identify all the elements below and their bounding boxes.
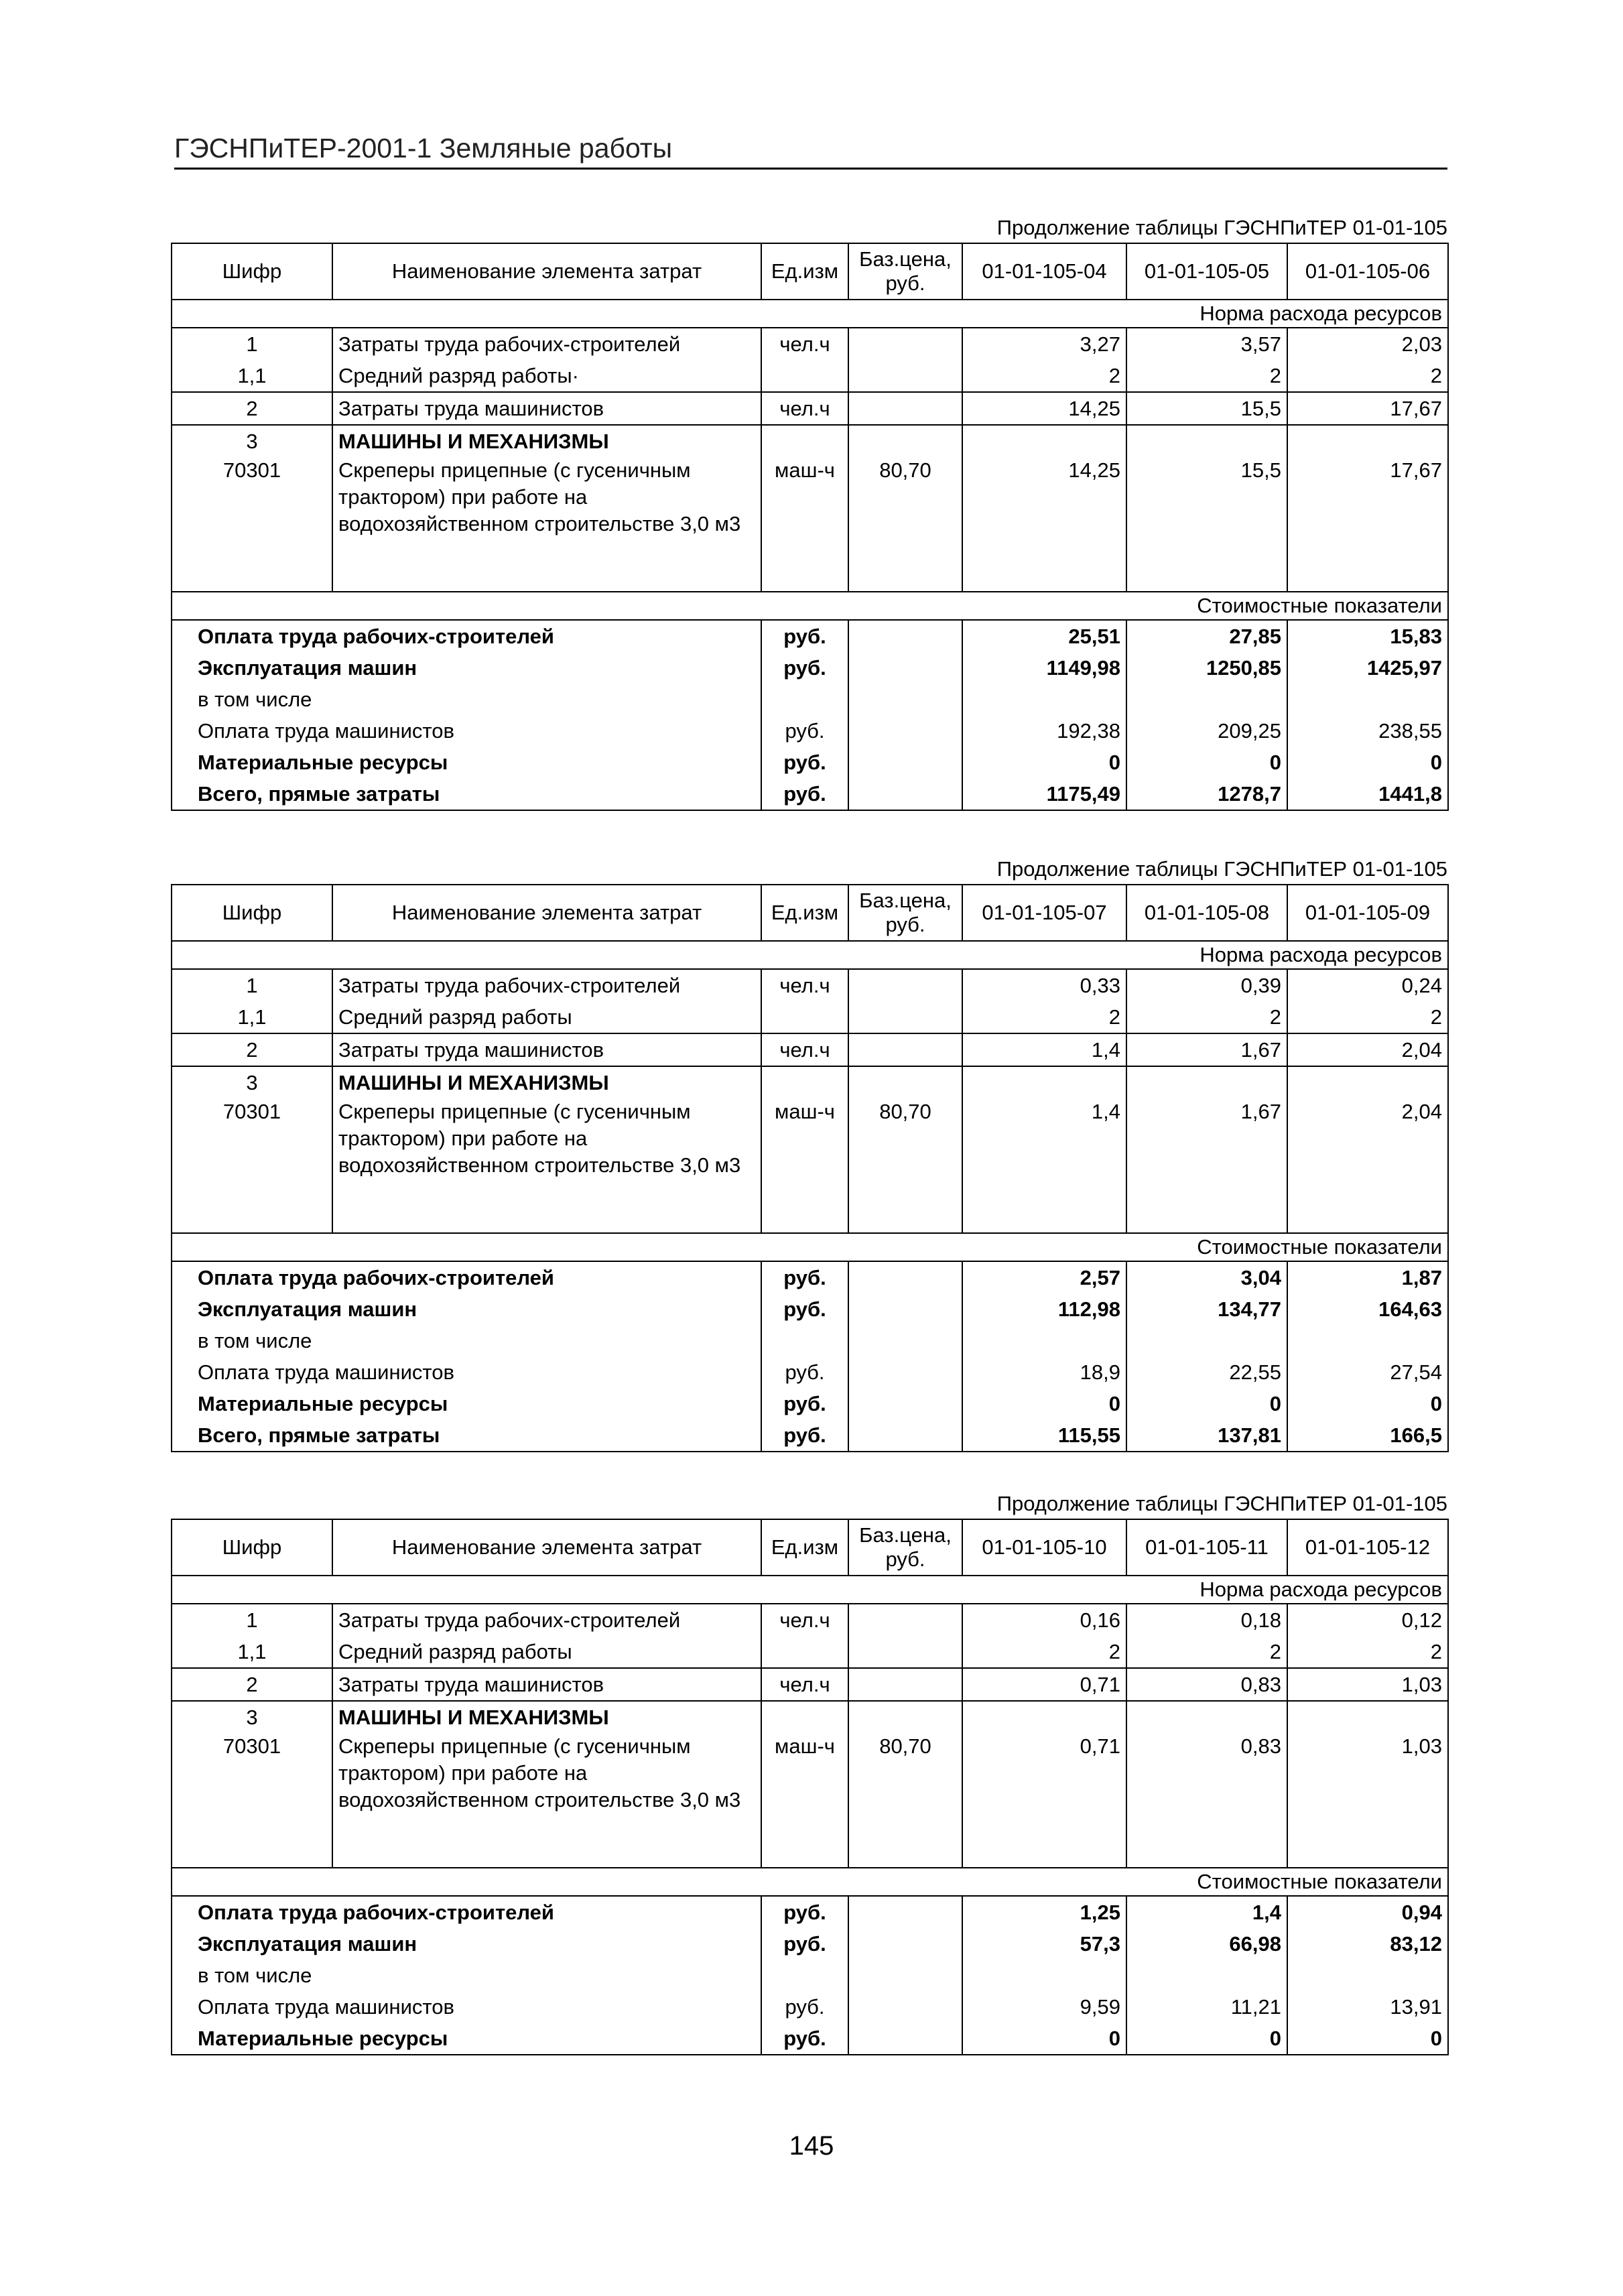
row-price <box>848 360 962 392</box>
row-price <box>848 1033 962 1066</box>
table-block-2 <box>171 854 1447 1452</box>
cost-value: 0 <box>1287 747 1448 778</box>
row-code: 3 <box>172 1701 332 1733</box>
cost-unit: руб. <box>761 2023 848 2055</box>
cost-value <box>1126 684 1287 715</box>
cost-price <box>848 1325 962 1356</box>
cost-price <box>848 1293 962 1325</box>
continuation-caption: Продолжение таблицы ГЭСНПиТЕР 01-01-105 <box>996 857 1447 881</box>
row-name: Затраты труда рабочих-строителей <box>332 328 761 360</box>
column-header-code: Шифр <box>172 1519 332 1576</box>
section-row <box>172 592 1448 620</box>
cost-row <box>172 1325 1448 1356</box>
cost-name: Материальные ресурсы <box>198 751 448 774</box>
row-unit <box>761 360 848 392</box>
cost-price <box>848 1896 962 1928</box>
cost-value <box>962 1960 1126 1991</box>
column-header-rate-code: 01-01-105-09 <box>1287 885 1448 941</box>
header-row <box>172 1519 1448 1576</box>
cost-value <box>1287 1960 1448 1991</box>
cost-value: 9,59 <box>962 1991 1126 2023</box>
cost-row <box>172 1991 1448 2023</box>
cost-value: 1425,97 <box>1287 652 1448 684</box>
cost-name: Оплата труда машинистов <box>198 1360 454 1384</box>
cost-value: 166,5 <box>1287 1419 1448 1452</box>
row-code: 70301 <box>222 1734 281 1758</box>
cost-value: 27,85 <box>1126 620 1287 652</box>
cost-row <box>172 778 1448 810</box>
cost-name: Оплата труда машинистов <box>198 1995 454 2019</box>
row-value: 2 <box>1126 1001 1287 1033</box>
cost-unit: руб. <box>761 1293 848 1325</box>
cost-price <box>848 684 962 715</box>
cost-value: 83,12 <box>1287 1928 1448 1960</box>
resource-row <box>172 1604 1448 1636</box>
cost-name: в том числе <box>198 1964 312 1987</box>
row-unit: чел.ч <box>761 328 848 360</box>
section-title-norms: Норма расхода ресурсов <box>172 1576 1448 1604</box>
column-header-name: Наименование элемента затрат <box>332 885 761 941</box>
row-price <box>848 1001 962 1033</box>
column-header-unit: Ед.изм <box>761 1519 848 1576</box>
cost-value: 11,21 <box>1126 1991 1287 2023</box>
section-row <box>172 1576 1448 1604</box>
cost-name: Оплата труда рабочих-строителей <box>198 625 554 648</box>
cost-name: Эксплуатация машин <box>198 656 417 680</box>
cost-value: 1,25 <box>962 1896 1126 1928</box>
row-name: Средний разряд работы <box>332 1001 761 1033</box>
row-price <box>848 1668 962 1701</box>
column-header-name: Наименование элемента затрат <box>332 243 761 300</box>
cost-value: 1441,8 <box>1287 778 1448 810</box>
cost-name: Оплата труда рабочих-строителей <box>198 1901 554 1924</box>
row-price: 80,70 <box>848 1733 962 1868</box>
cost-value: 134,77 <box>1126 1293 1287 1325</box>
row-value <box>1287 1701 1448 1733</box>
row-code: 1,1 <box>237 1640 267 1663</box>
row-value: 2 <box>962 1001 1126 1033</box>
row-unit: чел.ч <box>761 392 848 425</box>
page-header: ГЭСНПиТЕР-2001-1 Земляные работы <box>174 129 1447 170</box>
cost-row <box>172 684 1448 715</box>
row-value <box>1126 425 1287 457</box>
cost-value: 0 <box>1126 747 1287 778</box>
cost-value: 13,91 <box>1287 1991 1448 2023</box>
row-value: 2,04 <box>1287 1098 1448 1233</box>
row-code: 3 <box>172 1066 332 1098</box>
cost-table <box>171 1519 1449 2055</box>
row-name: МАШИНЫ И МЕХАНИЗМЫ <box>332 1701 761 1733</box>
row-code: 3 <box>172 425 332 457</box>
row-unit: чел.ч <box>761 969 848 1001</box>
row-value: 14,25 <box>962 457 1126 592</box>
cost-value: 112,98 <box>962 1293 1126 1325</box>
row-name: Средний разряд работы· <box>332 360 761 392</box>
row-code: 70301 <box>222 1100 281 1123</box>
cost-unit <box>761 1325 848 1356</box>
cost-row <box>172 1388 1448 1419</box>
cost-value: 22,55 <box>1126 1356 1287 1388</box>
cost-row <box>172 715 1448 747</box>
row-value: 2 <box>962 360 1126 392</box>
row-value <box>962 1701 1126 1733</box>
cost-row <box>172 747 1448 778</box>
cost-unit: руб. <box>761 652 848 684</box>
row-name: Затраты труда рабочих-строителей <box>332 1604 761 1636</box>
column-header-unit: Ед.изм <box>761 885 848 941</box>
section-title-costs: Стоимостные показатели <box>172 1868 1448 1896</box>
cost-name: Эксплуатация машин <box>198 1932 417 1956</box>
cost-price <box>848 1960 962 1991</box>
continuation-caption: Продолжение таблицы ГЭСНПиТЕР 01-01-105 <box>996 1492 1447 1515</box>
row-value: 0,83 <box>1126 1733 1287 1868</box>
cost-value: 18,9 <box>962 1356 1126 1388</box>
row-name: Затраты труда машинистов <box>332 1668 761 1701</box>
row-name: Затраты труда машинистов <box>332 392 761 425</box>
cost-value: 192,38 <box>962 715 1126 747</box>
row-price <box>848 969 962 1001</box>
cost-unit: руб. <box>761 715 848 747</box>
cost-value: 0 <box>1287 1388 1448 1419</box>
cost-unit: руб. <box>761 747 848 778</box>
cost-row <box>172 1896 1448 1928</box>
resource-row <box>172 360 1448 392</box>
row-price: 80,70 <box>848 1098 962 1233</box>
row-value: 0,33 <box>962 969 1126 1001</box>
cost-value: 3,04 <box>1126 1261 1287 1293</box>
cost-name: в том числе <box>198 1329 312 1352</box>
row-value: 2,03 <box>1287 328 1448 360</box>
cost-table <box>171 243 1449 811</box>
row-value: 0,18 <box>1126 1604 1287 1636</box>
cost-row <box>172 620 1448 652</box>
cost-value: 0 <box>1126 2023 1287 2055</box>
row-value: 15,5 <box>1126 392 1287 425</box>
row-value: 2 <box>1126 360 1287 392</box>
cost-value: 25,51 <box>962 620 1126 652</box>
column-header-price: Баз.цена, руб. <box>848 885 962 941</box>
cost-name: Оплата труда рабочих-строителей <box>198 1266 554 1289</box>
row-value: 2 <box>1287 360 1448 392</box>
row-code: 1 <box>246 1608 258 1632</box>
cost-value: 209,25 <box>1126 715 1287 747</box>
cost-price <box>848 620 962 652</box>
section-title-costs: Стоимостные показатели <box>172 592 1448 620</box>
cost-value: 0 <box>962 2023 1126 2055</box>
resource-row <box>172 1701 1448 1733</box>
section-row <box>172 1233 1448 1261</box>
cost-row <box>172 1293 1448 1325</box>
resource-row <box>172 1066 1448 1098</box>
row-unit: чел.ч <box>761 1668 848 1701</box>
cost-name: Оплата труда машинистов <box>198 719 454 743</box>
cost-value <box>962 1325 1126 1356</box>
cost-value: 0 <box>962 747 1126 778</box>
cost-unit: руб. <box>761 1991 848 2023</box>
row-price: 80,70 <box>848 457 962 592</box>
table-block-3 <box>171 1489 1447 2055</box>
row-price <box>848 1701 962 1733</box>
cost-value: 0 <box>1287 2023 1448 2055</box>
cost-row <box>172 2023 1448 2055</box>
resource-row <box>172 1001 1448 1033</box>
row-value: 1,03 <box>1287 1668 1448 1701</box>
cost-price <box>848 652 962 684</box>
row-unit <box>761 1066 848 1098</box>
resource-row <box>172 1668 1448 1701</box>
row-value: 17,67 <box>1287 392 1448 425</box>
row-value <box>1287 1066 1448 1098</box>
resource-row <box>172 1098 1448 1233</box>
cost-value: 137,81 <box>1126 1419 1287 1452</box>
cost-value: 0,94 <box>1287 1896 1448 1928</box>
column-header-rate-code: 01-01-105-08 <box>1126 885 1287 941</box>
cost-value: 1175,49 <box>962 778 1126 810</box>
cost-unit: руб. <box>761 1388 848 1419</box>
resource-row <box>172 1733 1448 1868</box>
cost-value: 238,55 <box>1287 715 1448 747</box>
row-value: 0,71 <box>962 1733 1126 1868</box>
row-price <box>848 425 962 457</box>
row-value: 14,25 <box>962 392 1126 425</box>
cost-name: Материальные ресурсы <box>198 1392 448 1415</box>
cost-row <box>172 1356 1448 1388</box>
cost-value: 164,63 <box>1287 1293 1448 1325</box>
row-unit <box>761 1701 848 1733</box>
cost-value: 15,83 <box>1287 620 1448 652</box>
resource-row <box>172 392 1448 425</box>
cost-unit: руб. <box>761 620 848 652</box>
header-row <box>172 885 1448 941</box>
row-name: МАШИНЫ И МЕХАНИЗМЫ <box>332 425 761 457</box>
row-value <box>962 1066 1126 1098</box>
cost-value <box>1287 1325 1448 1356</box>
cost-table <box>171 884 1449 1452</box>
section-row <box>172 941 1448 969</box>
cost-value <box>1126 1960 1287 1991</box>
row-unit: маш-ч <box>761 457 848 592</box>
row-name: Скреперы прицепные (с гусеничным трактором) при работе на водохозяйственном строительстве 3,0 м3 <box>332 457 761 592</box>
column-header-rate-code: 01-01-105-07 <box>962 885 1126 941</box>
row-name: МАШИНЫ И МЕХАНИЗМЫ <box>332 1066 761 1098</box>
cost-value: 1250,85 <box>1126 652 1287 684</box>
row-value: 15,5 <box>1126 457 1287 592</box>
column-header-code: Шифр <box>172 243 332 300</box>
cost-value <box>1287 684 1448 715</box>
row-price <box>848 1066 962 1098</box>
cost-price <box>848 1991 962 2023</box>
row-value: 1,4 <box>962 1033 1126 1066</box>
cost-name: в том числе <box>198 688 312 711</box>
row-name: Средний разряд работы <box>332 1636 761 1668</box>
resource-row <box>172 328 1448 360</box>
row-unit <box>761 1001 848 1033</box>
row-value: 2 <box>1287 1001 1448 1033</box>
row-code: 2 <box>172 1668 332 1701</box>
row-price <box>848 1636 962 1668</box>
row-value: 17,67 <box>1287 457 1448 592</box>
cost-value: 0 <box>962 1388 1126 1419</box>
cost-price <box>848 747 962 778</box>
resource-row <box>172 425 1448 457</box>
cost-row <box>172 1419 1448 1452</box>
cost-value: 115,55 <box>962 1419 1126 1452</box>
cost-unit: руб. <box>761 1261 848 1293</box>
row-name: Затраты труда машинистов <box>332 1033 761 1066</box>
cost-row <box>172 1928 1448 1960</box>
cost-unit <box>761 684 848 715</box>
row-unit <box>761 425 848 457</box>
row-name: Скреперы прицепные (с гусеничным трактором) при работе на водохозяйственном строительстве 3,0 м3 <box>332 1098 761 1233</box>
row-code: 1,1 <box>237 1005 267 1029</box>
row-value: 1,67 <box>1126 1033 1287 1066</box>
row-value: 1,03 <box>1287 1733 1448 1868</box>
cost-name: Материальные ресурсы <box>198 2027 448 2050</box>
row-value: 1,4 <box>962 1098 1126 1233</box>
cost-price <box>848 1928 962 1960</box>
section-title-costs: Стоимостные показатели <box>172 1233 1448 1261</box>
cost-value: 1,87 <box>1287 1261 1448 1293</box>
column-header-price: Баз.цена, руб. <box>848 1519 962 1576</box>
column-header-price: Баз.цена, руб. <box>848 243 962 300</box>
cost-value <box>1126 1325 1287 1356</box>
row-unit: маш-ч <box>761 1733 848 1868</box>
cost-unit: руб. <box>761 1928 848 1960</box>
section-row <box>172 1868 1448 1896</box>
row-code: 70301 <box>222 458 281 482</box>
row-unit <box>761 1636 848 1668</box>
cost-value: 66,98 <box>1126 1928 1287 1960</box>
resource-row <box>172 969 1448 1001</box>
cost-name: Эксплуатация машин <box>198 1297 417 1321</box>
cost-value: 1149,98 <box>962 652 1126 684</box>
row-price <box>848 392 962 425</box>
page-number: 145 <box>789 2131 834 2161</box>
row-value: 0,83 <box>1126 1668 1287 1701</box>
section-title-norms: Норма расхода ресурсов <box>172 300 1448 328</box>
resource-row <box>172 457 1448 592</box>
cost-unit: руб. <box>761 778 848 810</box>
row-value <box>1126 1066 1287 1098</box>
cost-value: 57,3 <box>962 1928 1126 1960</box>
table-block-1 <box>171 213 1447 811</box>
cost-row <box>172 1261 1448 1293</box>
column-header-rate-code: 01-01-105-06 <box>1287 243 1448 300</box>
cost-unit <box>761 1960 848 1991</box>
row-value: 0,12 <box>1287 1604 1448 1636</box>
continuation-caption: Продолжение таблицы ГЭСНПиТЕР 01-01-105 <box>996 216 1447 239</box>
cost-row <box>172 1960 1448 1991</box>
cost-unit: руб. <box>761 1356 848 1388</box>
row-value <box>962 425 1126 457</box>
column-header-rate-code: 01-01-105-05 <box>1126 243 1287 300</box>
resource-row <box>172 1636 1448 1668</box>
row-unit: чел.ч <box>761 1033 848 1066</box>
cost-value: 0 <box>1126 1388 1287 1419</box>
cost-name: Всего, прямые затраты <box>198 1423 440 1447</box>
row-value: 0,71 <box>962 1668 1126 1701</box>
cost-value: 1278,7 <box>1126 778 1287 810</box>
row-unit: чел.ч <box>761 1604 848 1636</box>
row-value: 3,27 <box>962 328 1126 360</box>
cost-price <box>848 1356 962 1388</box>
cost-value <box>962 684 1126 715</box>
row-code: 1 <box>246 974 258 997</box>
row-code: 1 <box>246 332 258 356</box>
cost-name: Всего, прямые затраты <box>198 782 440 806</box>
cost-unit: руб. <box>761 1896 848 1928</box>
cost-value: 2,57 <box>962 1261 1126 1293</box>
header-row <box>172 243 1448 300</box>
section-row <box>172 300 1448 328</box>
column-header-unit: Ед.изм <box>761 243 848 300</box>
row-value: 2 <box>962 1636 1126 1668</box>
cost-value: 1,4 <box>1126 1896 1287 1928</box>
row-name: Затраты труда рабочих-строителей <box>332 969 761 1001</box>
row-value <box>1126 1701 1287 1733</box>
cost-price <box>848 1419 962 1452</box>
column-header-code: Шифр <box>172 885 332 941</box>
row-value: 2 <box>1287 1636 1448 1668</box>
section-title-norms: Норма расхода ресурсов <box>172 941 1448 969</box>
cost-price <box>848 778 962 810</box>
row-value <box>1287 425 1448 457</box>
row-price <box>848 1604 962 1636</box>
cost-price <box>848 1261 962 1293</box>
cost-price <box>848 715 962 747</box>
row-value: 0,16 <box>962 1604 1126 1636</box>
row-value: 0,39 <box>1126 969 1287 1001</box>
column-header-rate-code: 01-01-105-04 <box>962 243 1126 300</box>
row-code: 2 <box>172 392 332 425</box>
row-price <box>848 328 962 360</box>
column-header-rate-code: 01-01-105-11 <box>1126 1519 1287 1576</box>
row-name: Скреперы прицепные (с гусеничным трактором) при работе на водохозяйственном строительстве 3,0 м3 <box>332 1733 761 1868</box>
column-header-rate-code: 01-01-105-12 <box>1287 1519 1448 1576</box>
row-value: 0,24 <box>1287 969 1448 1001</box>
column-header-name: Наименование элемента затрат <box>332 1519 761 1576</box>
cost-unit: руб. <box>761 1419 848 1452</box>
resource-row <box>172 1033 1448 1066</box>
cost-value: 27,54 <box>1287 1356 1448 1388</box>
cost-price <box>848 1388 962 1419</box>
cost-row <box>172 652 1448 684</box>
column-header-rate-code: 01-01-105-10 <box>962 1519 1126 1576</box>
row-value: 1,67 <box>1126 1098 1287 1233</box>
row-value: 2 <box>1126 1636 1287 1668</box>
row-value: 3,57 <box>1126 328 1287 360</box>
row-unit: маш-ч <box>761 1098 848 1233</box>
cost-price <box>848 2023 962 2055</box>
row-code: 2 <box>172 1033 332 1066</box>
row-value: 2,04 <box>1287 1033 1448 1066</box>
row-code: 1,1 <box>237 364 267 387</box>
